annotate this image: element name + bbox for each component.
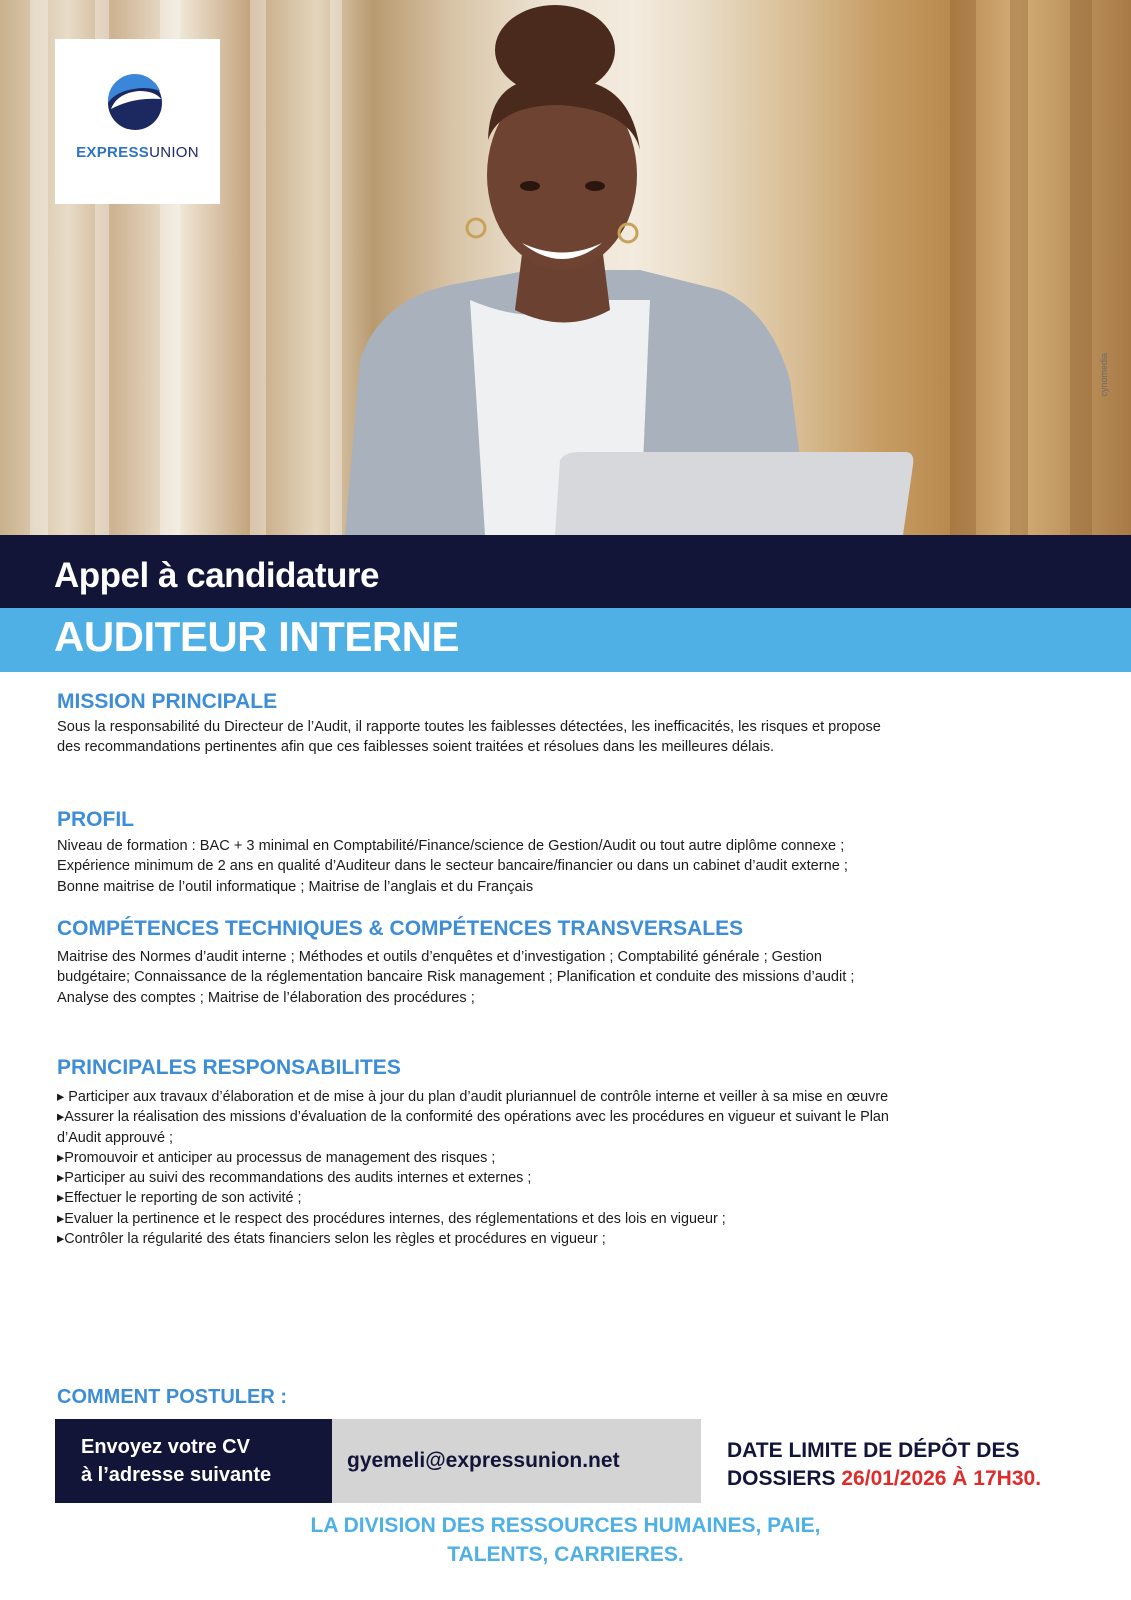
responsabilite-item: ▸Effectuer le reporting de son activité ;: [57, 1190, 302, 1207]
responsabilite-item: ▸Contrôler la régularité des états financiers selon les règles et procédures en vigueur ;: [57, 1231, 606, 1248]
profil-line: Expérience minimum de 2 ans en qualité d’Auditeur dans le secteur bancaire/financier ou dans un cabinet d’audit externe ;: [57, 858, 848, 875]
logo-wordmark: [55, 144, 220, 161]
deadline-line: [727, 1465, 1041, 1493]
competences-line: Analyse des comptes ; Maitrise de l’élaboration des procédures ;: [57, 989, 475, 1006]
responsabilite-item: d’Audit approuvé ;: [57, 1129, 174, 1146]
apply-email-box[interactable]: [332, 1419, 701, 1503]
section-title-profil: PROFIL: [57, 808, 134, 831]
logo-wordmark-secondary: UNION: [149, 144, 199, 161]
responsabilite-item: ▸Assurer la réalisation des missions d’évaluation de la conformité des opérations avec les procédures en vigueur et suivant le Plan: [57, 1109, 889, 1126]
deadline: [727, 1437, 1041, 1493]
apply-instruction-line: Envoyez votre CV: [81, 1436, 250, 1458]
apply-email-link[interactable]: gyemeli@expressunion.net: [347, 1449, 620, 1472]
responsabilite-item: ▸Promouvoir et anticiper au processus de management des risques ;: [57, 1149, 496, 1166]
competences-line: Maitrise des Normes d’audit interne ; Méthodes et outils d’enquêtes et d’investigation ; Comptabilité générale ; Gestion: [57, 949, 822, 965]
section-title-apply: COMMENT POSTULER :: [57, 1386, 287, 1408]
mission-line: des recommandations pertinentes afin que ces faiblesses soient traitées et résolues dans les meilleures délais.: [57, 739, 775, 756]
apply-instruction-line: à l’adresse suivante: [81, 1464, 272, 1486]
job-title: AUDITEUR INTERNE: [54, 613, 460, 660]
footer-signature-line: LA DIVISION DES RESSOURCES HUMAINES, PAIE,: [310, 1514, 821, 1537]
competences-line: budgétaire; Connaissance de la réglementation bancaire Risk management ; Planification et conduite des missions d’audit ;: [57, 969, 855, 986]
responsabilites-list: [57, 1087, 1127, 1249]
section-title-responsabilites: PRINCIPALES RESPONSABILITES: [57, 1056, 401, 1079]
competences-text: [57, 947, 1117, 1008]
photo-watermark: cynomedia: [1099, 353, 1109, 397]
deadline-date: 26/01/2026 À 17H30.: [841, 1467, 1042, 1490]
responsabilite-item: ▸Evaluer la pertinence et le respect des procédures internes, des réglementations et des lois en vigueur ;: [57, 1210, 726, 1227]
responsabilite-item: ▸ Participer aux travaux d’élaboration et de mise à jour du plan d’audit pluriannuel de contrôle interne et veiller à sa mise en œuvre: [57, 1089, 889, 1105]
logo-globe-icon: [55, 39, 220, 139]
apply-instruction: [55, 1419, 332, 1503]
section-title-mission: MISSION PRINCIPALE: [57, 690, 278, 713]
footer-signature-line: TALENTS, CARRIERES.: [447, 1543, 684, 1566]
logo-wordmark-primary: EXPRESS: [76, 144, 150, 161]
page-title: Appel à candidature: [54, 556, 380, 595]
responsabilite-item: ▸Participer au suivi des recommandations des audits internes et externes ;: [57, 1170, 532, 1187]
profil-text: [57, 836, 1117, 897]
profil-line: Bonne maitrise de l’outil informatique ; Maitrise de l’anglais et du Français: [57, 878, 534, 895]
mission-line: Sous la responsabilité du Directeur de l’Audit, il rapporte toutes les faiblesses détectées, les inefficacités, les risques et propose: [57, 719, 881, 735]
deadline-prefix: DOSSIERS: [727, 1467, 842, 1490]
company-logo: [55, 39, 220, 204]
deadline-line: DATE LIMITE DE DÉPÔT DES: [727, 1439, 1020, 1462]
section-title-competences: COMPÉTENCES TECHNIQUES & COMPÉTENCES TRANSVERSALES: [57, 917, 744, 940]
mission-text: [57, 717, 1117, 758]
profil-line: Niveau de formation : BAC + 3 minimal en Comptabilité/Finance/science de Gestion/Audit ou tout autre diplôme connexe ;: [57, 838, 845, 854]
